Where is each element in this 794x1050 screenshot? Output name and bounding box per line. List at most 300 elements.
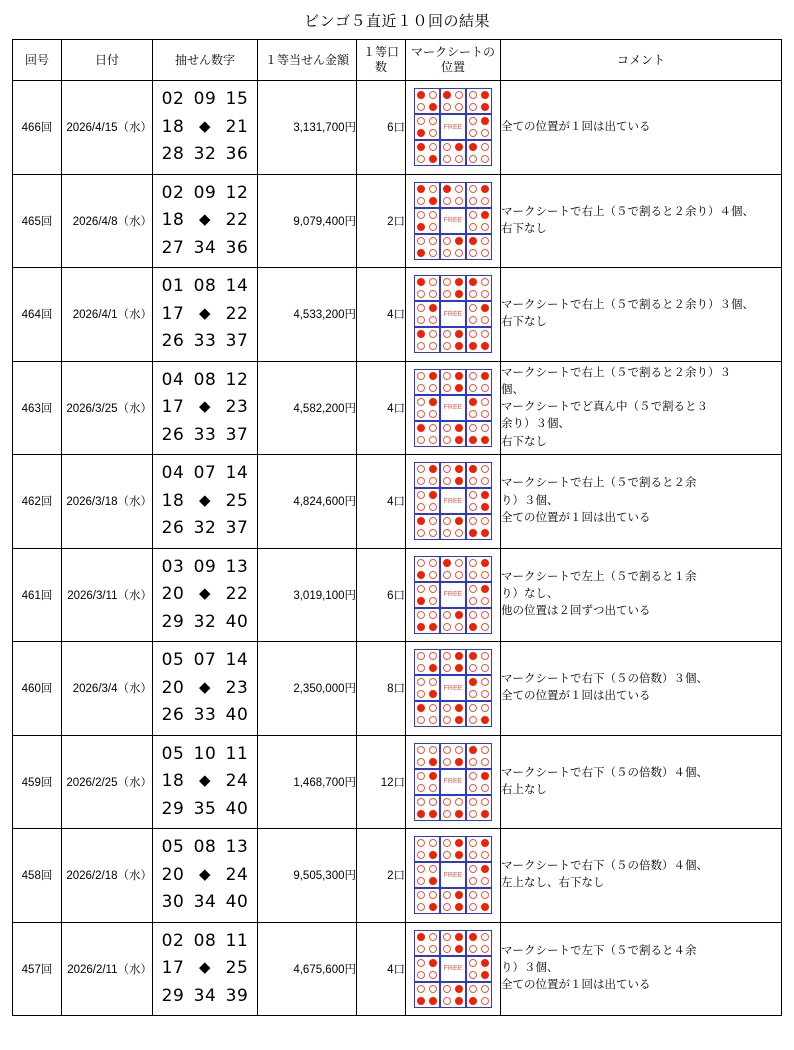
mini-dots (415, 770, 439, 794)
comment-line: 全ての位置が１回は出ている (501, 979, 651, 992)
comment-line: マークシートで右下（５の倍数）３個、 (501, 673, 708, 685)
mark-dot (417, 772, 425, 780)
number: 20 (161, 677, 185, 698)
marksheet-cell (440, 608, 466, 634)
comment-line: マークシートで右下（５の倍数）４個、 (501, 860, 708, 872)
mini-dots (415, 370, 439, 394)
mark-dot (469, 865, 477, 873)
free-label: FREE (443, 217, 463, 225)
mark-dot (417, 678, 425, 686)
mark-dot (429, 585, 437, 593)
mini-dots (441, 370, 465, 394)
number: 37 (225, 424, 249, 445)
mark-dot (455, 517, 463, 525)
marksheet-cell (440, 582, 466, 608)
mark-dot (417, 398, 425, 406)
number: 10 (193, 743, 217, 764)
number: 14 (225, 650, 249, 670)
mark-dot (429, 249, 437, 257)
marksheet-cell (466, 114, 492, 140)
mark-dot (417, 384, 425, 392)
mark-dot (443, 436, 451, 444)
marksheet-cell (440, 675, 466, 701)
marksheet-cell (414, 888, 440, 914)
mark-dot (469, 623, 477, 631)
marksheet (406, 84, 500, 170)
mini-dots (467, 115, 491, 139)
number: 09 (193, 556, 217, 577)
mark-dot (455, 424, 463, 432)
mark-dot (455, 477, 463, 485)
number: 24 (225, 864, 249, 885)
mark-dot (455, 933, 463, 941)
mini-dots (467, 796, 491, 820)
number: 05 (161, 743, 185, 764)
number: 11 (225, 743, 249, 764)
comment-line: マークシートで右上（５で割ると２余り）３ (501, 366, 731, 379)
mark-dot (481, 839, 489, 847)
mark-dot (481, 585, 489, 593)
mini-dots (441, 931, 465, 955)
number: 26 (161, 424, 185, 445)
mark-dot (429, 316, 437, 324)
number-free: ◆ (198, 490, 212, 509)
mark-dot (417, 903, 425, 911)
mark-dot (417, 690, 425, 698)
mark-dot (429, 971, 437, 979)
mark-dot (469, 971, 477, 979)
mark-dot (481, 372, 489, 380)
marksheet-cell (466, 421, 492, 447)
mark-dot (469, 933, 477, 941)
mini-dots (467, 863, 491, 887)
cell-numbers (153, 268, 258, 362)
mark-dot (481, 436, 489, 444)
mark-dot (481, 424, 489, 432)
mini-dots (441, 557, 465, 581)
number: 37 (225, 331, 249, 351)
mark-dot (455, 810, 463, 818)
mark-dot (443, 290, 451, 298)
mini-dots (415, 328, 439, 352)
mark-dot (455, 91, 463, 99)
number: 40 (225, 611, 249, 632)
comment-line: 左上なし、右下なし (501, 877, 605, 890)
mark-dot (443, 197, 451, 205)
comment-line: 余り）３個、 (501, 418, 570, 431)
marksheet-cell (466, 395, 492, 421)
free-label: FREE (443, 871, 463, 879)
mark-dot (481, 398, 489, 406)
mark-dot (429, 103, 437, 111)
mark-dot (455, 851, 463, 859)
comment-line: 全ての位置が１回は出ている (501, 690, 651, 703)
marksheet-cell (414, 88, 440, 114)
mini-dots (441, 141, 465, 165)
marksheet-grid (414, 930, 492, 1008)
number: 35 (193, 798, 217, 819)
mark-dot (443, 571, 451, 579)
cell-comment (501, 361, 782, 455)
marksheet-cell (414, 795, 440, 821)
number: 07 (193, 650, 217, 670)
comment-line: 全ての位置が１回は出ている (501, 120, 651, 133)
mark-dot (469, 185, 477, 193)
cell-round: 461回 (13, 548, 62, 642)
number: 18 (161, 490, 185, 511)
number: 20 (161, 584, 185, 604)
mark-dot (429, 997, 437, 1005)
comment-line: マークシートで右下（５の倍数）４個、 (501, 766, 708, 779)
mark-dot (481, 678, 489, 686)
mark-dot (417, 758, 425, 766)
marksheet-cell (440, 556, 466, 582)
cell-prize: 4,582,200円 (258, 361, 357, 455)
cell-numbers (153, 548, 258, 642)
mark-dot (417, 985, 425, 993)
number: 08 (193, 369, 217, 390)
mark-dot (443, 278, 451, 286)
mini-dots (415, 957, 439, 981)
mark-dot (443, 103, 451, 111)
cell-date: 2026/4/8（水） (62, 174, 153, 268)
mini-dots (415, 863, 439, 887)
mark-dot (481, 716, 489, 724)
mark-dot (481, 342, 489, 350)
mark-dot (481, 185, 489, 193)
mark-dot (443, 945, 451, 953)
marksheet-cell (440, 888, 466, 914)
cell-count: 2口 (357, 174, 406, 268)
numbers-grid (153, 268, 257, 361)
number: 27 (161, 237, 185, 258)
comment-line: マークシートでど真ん中（５で割ると３ (501, 401, 708, 414)
mini-dots (441, 702, 465, 726)
cell-prize: 2,350,000円 (258, 642, 357, 736)
cell-round: 458回 (13, 829, 62, 923)
mark-dot (469, 716, 477, 724)
marksheet-cell (466, 88, 492, 114)
mark-dot (417, 810, 425, 818)
mark-dot (481, 529, 489, 537)
mark-dot (469, 436, 477, 444)
mark-dot (469, 597, 477, 605)
number: 08 (193, 837, 217, 857)
number: 05 (161, 837, 185, 857)
mini-dots (441, 183, 465, 207)
marksheet-cell (414, 488, 440, 514)
marksheet-grid (414, 275, 492, 353)
mark-dot (469, 891, 477, 899)
mark-dot (481, 571, 489, 579)
mark-dot (481, 597, 489, 605)
marksheet-cell (414, 862, 440, 888)
mini-dots (467, 89, 491, 113)
mark-dot (429, 597, 437, 605)
table-row (13, 642, 782, 736)
number-free: ◆ (198, 303, 212, 322)
mark-dot (455, 652, 463, 660)
mark-dot (469, 316, 477, 324)
mini-dots (415, 302, 439, 326)
mark-dot (455, 997, 463, 1005)
cell-prize: 9,079,400円 (258, 174, 357, 268)
mark-dot (469, 664, 477, 672)
numbers-grid (153, 829, 257, 922)
number: 23 (225, 677, 249, 698)
mini-dots (467, 702, 491, 726)
marksheet-cell (440, 234, 466, 260)
number: 26 (161, 705, 185, 725)
mark-dot (417, 342, 425, 350)
mark-dot (429, 436, 437, 444)
cell-prize: 4,675,600円 (258, 922, 357, 1016)
mark-dot (417, 316, 425, 324)
results-table (12, 39, 782, 1016)
cell-date: 2026/3/18（水） (62, 455, 153, 549)
mini-dots (467, 302, 491, 326)
mark-dot (455, 758, 463, 766)
number: 26 (161, 331, 185, 351)
mark-dot (417, 465, 425, 473)
table-header (13, 40, 782, 81)
mark-dot (417, 155, 425, 163)
marksheet (406, 458, 500, 544)
mark-dot (469, 903, 477, 911)
number: 14 (225, 463, 249, 483)
marksheet-cell (466, 649, 492, 675)
mini-dots (467, 396, 491, 420)
mark-dot (469, 330, 477, 338)
mark-dot (417, 503, 425, 511)
mark-dot (455, 197, 463, 205)
mark-dot (429, 746, 437, 754)
mark-dot (417, 424, 425, 432)
mini-dots (467, 422, 491, 446)
cell-marksheet (406, 548, 501, 642)
cell-marksheet (406, 642, 501, 736)
marksheet-cell (414, 140, 440, 166)
mark-dot (443, 185, 451, 193)
marksheet-cell (466, 608, 492, 634)
mark-dot (443, 465, 451, 473)
number: 22 (225, 303, 249, 324)
mark-dot (417, 197, 425, 205)
mark-dot (443, 851, 451, 859)
mini-dots (441, 889, 465, 913)
mark-dot (429, 865, 437, 873)
marksheet (406, 178, 500, 264)
number: 33 (193, 424, 217, 445)
mark-dot (429, 529, 437, 537)
mark-dot (469, 384, 477, 392)
mark-dot (429, 704, 437, 712)
table-row (13, 81, 782, 175)
mark-dot (443, 704, 451, 712)
mark-dot (417, 143, 425, 151)
mark-dot (417, 959, 425, 967)
number: 22 (225, 584, 249, 604)
mark-dot (429, 571, 437, 579)
mark-dot (481, 903, 489, 911)
number: 02 (161, 89, 185, 109)
number: 37 (225, 518, 249, 538)
mini-dots (415, 515, 439, 539)
mark-dot (417, 491, 425, 499)
mini-dots (415, 702, 439, 726)
mark-dot (481, 223, 489, 231)
mini-dots (467, 676, 491, 700)
mark-dot (455, 716, 463, 724)
number: 32 (193, 144, 217, 164)
mark-dot (469, 959, 477, 967)
numbers-grid (153, 175, 257, 268)
marksheet (406, 271, 500, 357)
marksheet-cell (440, 956, 466, 982)
mark-dot (469, 678, 477, 686)
table-row (13, 829, 782, 923)
mark-dot (481, 746, 489, 754)
mark-dot (429, 465, 437, 473)
cell-count: 4口 (357, 922, 406, 1016)
mark-dot (481, 155, 489, 163)
mark-dot (417, 585, 425, 593)
marksheet-cell (440, 395, 466, 421)
comment-line: 全ての位置が１回は出ている (501, 511, 651, 524)
mark-dot (455, 330, 463, 338)
number: 40 (225, 705, 249, 725)
marksheet-cell (466, 982, 492, 1008)
mark-dot (417, 891, 425, 899)
comment-line: 右上なし (501, 783, 547, 796)
marksheet-cell (440, 795, 466, 821)
mark-dot (469, 117, 477, 125)
cell-round: 466回 (13, 81, 62, 175)
number: 34 (193, 892, 217, 912)
number: 29 (161, 798, 185, 819)
table-row (13, 548, 782, 642)
number-free: ◆ (198, 210, 212, 228)
marksheet-cell (440, 488, 466, 514)
number: 04 (161, 369, 185, 390)
mark-dot (417, 704, 425, 712)
marksheet-cell (440, 862, 466, 888)
marksheet-cell (466, 743, 492, 769)
marksheet-cell (414, 327, 440, 353)
mini-dots (441, 609, 465, 633)
marksheet-cell (440, 301, 466, 327)
mark-dot (429, 143, 437, 151)
cell-marksheet (406, 735, 501, 829)
mark-dot (429, 330, 437, 338)
mini-dots (415, 796, 439, 820)
table-row (13, 455, 782, 549)
mini-dots (467, 957, 491, 981)
cell-date: 2026/2/25（水） (62, 735, 153, 829)
cell-comment (501, 735, 782, 829)
number: 32 (193, 518, 217, 538)
table-row (13, 735, 782, 829)
mark-dot (429, 491, 437, 499)
mark-dot (443, 372, 451, 380)
mini-dots (467, 931, 491, 955)
mark-dot (417, 559, 425, 567)
cell-count: 6口 (357, 81, 406, 175)
mini-dots (441, 235, 465, 259)
mini-dots (441, 89, 465, 113)
numbers-grid (153, 455, 257, 548)
cell-prize: 1,468,700円 (258, 735, 357, 829)
number: 29 (161, 611, 185, 632)
number: 15 (225, 89, 249, 109)
mini-dots (441, 744, 465, 768)
cell-round: 465回 (13, 174, 62, 268)
header-round: 回号 (13, 40, 62, 81)
mark-dot (443, 933, 451, 941)
mark-dot (443, 758, 451, 766)
mark-dot (417, 877, 425, 885)
mark-dot (429, 223, 437, 231)
marksheet-cell (466, 675, 492, 701)
cell-numbers (153, 922, 258, 1016)
number: 34 (193, 237, 217, 258)
comment-line: 右下なし (501, 435, 547, 448)
number-free: ◆ (198, 771, 212, 789)
number-free: ◆ (198, 677, 212, 696)
mark-dot (443, 810, 451, 818)
mark-dot (417, 798, 425, 806)
mark-dot (417, 997, 425, 1005)
marksheet-grid (414, 182, 492, 260)
header-row (13, 40, 782, 81)
mini-dots (415, 89, 439, 113)
mark-dot (417, 517, 425, 525)
mark-dot (429, 278, 437, 286)
mark-dot (455, 623, 463, 631)
marksheet-cell (440, 369, 466, 395)
mini-dots (467, 489, 491, 513)
mark-dot (469, 851, 477, 859)
mini-dots (467, 463, 491, 487)
mark-dot (417, 372, 425, 380)
marksheet-cell (440, 275, 466, 301)
header-prize: １等当せん金額 (258, 40, 357, 81)
cell-comment (501, 455, 782, 549)
marksheet-cell (440, 649, 466, 675)
mark-dot (469, 798, 477, 806)
mark-dot (417, 746, 425, 754)
mark-dot (455, 746, 463, 754)
mark-dot (481, 784, 489, 792)
marksheet-cell (440, 836, 466, 862)
number: 36 (225, 144, 249, 164)
number: 33 (193, 331, 217, 351)
mark-dot (429, 503, 437, 511)
mini-dots (415, 115, 439, 139)
cell-date: 2026/2/18（水） (62, 829, 153, 923)
mini-dots (415, 276, 439, 300)
number: 12 (225, 369, 249, 390)
mark-dot (429, 185, 437, 193)
marksheet-cell (440, 208, 466, 234)
mini-dots (467, 515, 491, 539)
number: 02 (161, 182, 185, 203)
mark-dot (481, 810, 489, 818)
number: 22 (225, 210, 249, 230)
mark-dot (455, 903, 463, 911)
marksheet-cell (414, 208, 440, 234)
cell-prize: 4,824,600円 (258, 455, 357, 549)
